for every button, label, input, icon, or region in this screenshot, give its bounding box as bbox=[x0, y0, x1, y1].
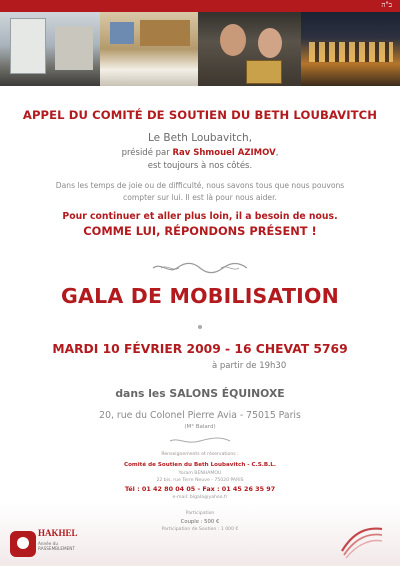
small-ornament bbox=[168, 437, 232, 445]
email-address: e-mail: blgala@yahoo.fr bbox=[172, 495, 228, 500]
appeal-title: APPEL DU COMITÉ DE SOUTIEN DU BETH LOUBAVITCH bbox=[22, 108, 378, 122]
metro-station: (M° Balard) bbox=[184, 424, 216, 430]
hakhel-logo-sub: Année du RASSEMBLEMENT bbox=[38, 541, 75, 551]
separator-dot bbox=[198, 325, 202, 329]
president-suffix: , bbox=[275, 148, 279, 158]
swoosh-logo-icon bbox=[340, 521, 384, 559]
president-prefix: présidé par bbox=[121, 148, 173, 158]
president-name: Rav Shmouel AZIMOV bbox=[172, 148, 276, 158]
two-men-photo bbox=[198, 12, 301, 86]
ornament-divider bbox=[151, 262, 249, 274]
continue-line: Pour continuer et aller plus loin, il a besoin de nous. bbox=[62, 211, 338, 222]
hakhel-logo bbox=[10, 523, 78, 563]
event-time: à partir de 19h30 bbox=[212, 361, 287, 371]
interior-photo bbox=[100, 12, 198, 86]
support-price: Participation de Soutien : 1 000 € bbox=[161, 527, 239, 532]
appeal-paragraph: Dans les temps de joie ou de difficulté, nous savons tous que nous pouvons compter sur lui. Il est là pour nous aider. bbox=[55, 181, 345, 202]
event-venue: dans les SALONS ÉQUINOXE bbox=[115, 387, 285, 400]
hakhel-logo-name: HAKHEL bbox=[38, 528, 78, 538]
president-line bbox=[0, 148, 400, 158]
night-building-photo bbox=[301, 12, 400, 86]
contact-person: Yoram BENHAMOU bbox=[178, 471, 222, 476]
gala-title: GALA DE MOBILISATION bbox=[61, 284, 339, 308]
phone-fax: Tél : 01 42 80 04 05 - Fax : 01 45 26 35 97 bbox=[124, 485, 276, 493]
building-exterior-photo bbox=[0, 12, 100, 86]
info-label: Renseignements et réservations : bbox=[161, 452, 239, 457]
respond-present-line: COMME LUI, RÉPONDONS PRÉSENT ! bbox=[83, 224, 317, 238]
always-beside-line: est toujours à nos côtés. bbox=[147, 161, 253, 171]
top-bar bbox=[0, 0, 400, 12]
contact-street: 22 bis, rue Terre Neuve - 75020 PARIS bbox=[156, 478, 244, 483]
event-address: 20, rue du Colonel Pierre Avia - 75015 Paris bbox=[99, 410, 301, 421]
beth-loubavitch-line: Le Beth Loubavitch, bbox=[147, 132, 253, 144]
participation-label: Participation bbox=[185, 511, 215, 516]
bh-mark: ב"ה bbox=[381, 1, 392, 9]
footer bbox=[0, 503, 400, 566]
couple-price: Couple : 500 € bbox=[180, 519, 220, 525]
hakhel-mark-icon bbox=[10, 531, 36, 557]
event-date: MARDI 10 FÉVRIER 2009 - 16 CHEVAT 5769 bbox=[52, 342, 348, 356]
committee-name: Comité de Soutien du Beth Loubavitch - C.S.B.L. bbox=[123, 462, 276, 468]
photo-strip bbox=[0, 12, 400, 86]
